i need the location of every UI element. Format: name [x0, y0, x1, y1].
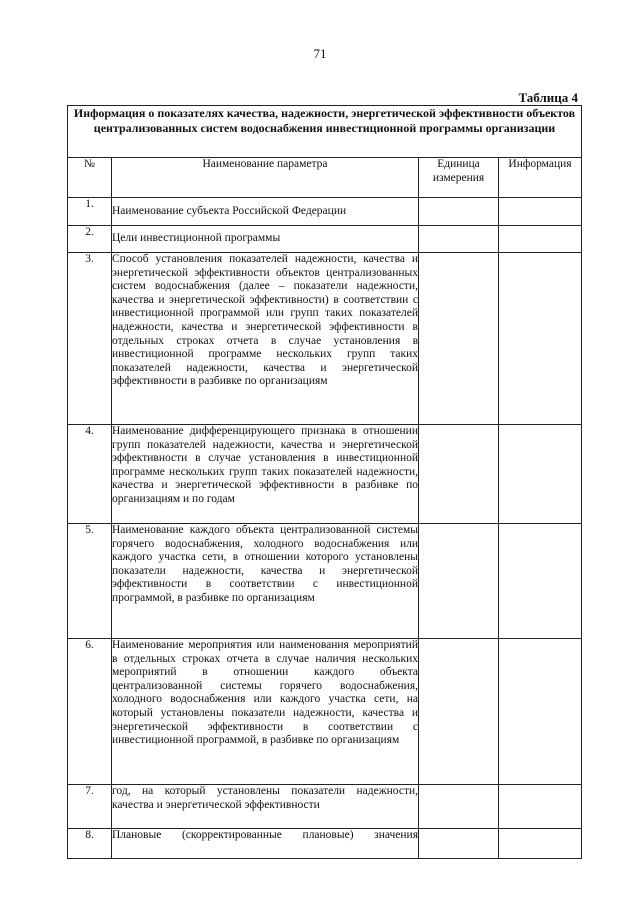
table-row — [68, 226, 582, 253]
row-info-cell — [499, 198, 582, 226]
table-row — [68, 829, 582, 859]
table-row — [68, 425, 582, 524]
row-unit-cell — [419, 198, 499, 226]
row-param: Плановые (скорректированные плановые) значения — [112, 829, 419, 859]
row-info-cell — [499, 253, 582, 425]
row-number: 2. — [68, 226, 112, 253]
row-param: Наименование мероприятия или наименования мероприятий в отдельных строках отчета в случае наличия нескольких мероприятий в отношении каждого объекта централизованной системы горячего водоснабжения, холодного водоснабжения или каждого участка сети, на который установлены показатели надежности, качества и энергетической эффективности в соответствии с инвестиционной программой, в разбивке по организациям — [112, 639, 419, 785]
row-number: 5. — [68, 524, 112, 639]
row-unit-cell — [419, 639, 499, 785]
row-unit-cell — [419, 785, 499, 829]
table-row — [68, 198, 582, 226]
row-info-cell — [499, 639, 582, 785]
row-info-cell — [499, 524, 582, 639]
row-param: Цели инвестиционной программы — [112, 226, 419, 253]
table-label: Таблица 4 — [518, 90, 578, 105]
info-table — [67, 105, 582, 859]
row-unit-cell — [419, 425, 499, 524]
row-unit-cell — [419, 829, 499, 859]
table-row — [68, 253, 582, 425]
row-unit-cell — [419, 524, 499, 639]
row-param: год, на который установлены показатели надежности, качества и энергетической эффективности — [112, 785, 419, 829]
table-row — [68, 639, 582, 785]
table-title: Информация о показателях качества, надежности, энергетической эффективности объектов централизованных систем водоснабжения инвестиционной программы организации — [68, 106, 582, 158]
row-number: 7. — [68, 785, 112, 829]
row-unit-cell — [419, 253, 499, 425]
row-number: 6. — [68, 639, 112, 785]
header-num: № — [68, 158, 112, 198]
table-row — [68, 785, 582, 829]
row-unit-cell — [419, 226, 499, 253]
table-row — [68, 524, 582, 639]
row-param: Наименование субъекта Российской Федерации — [112, 198, 419, 226]
row-info-cell — [499, 226, 582, 253]
header-param: Наименование параметра — [112, 158, 419, 198]
row-param: Наименование каждого объекта централизованной системы горячего водоснабжения, холодного водоснабжения или каждого участка сети, в отношении которого установлены показатели надежности, качества и энергетической эффективности в соответствии с инвестиционной программой, в разбивке по организациям — [112, 524, 419, 639]
row-param: Способ установления показателей надежности, качества и энергетической эффективности объектов централизованных систем водоснабжения (далее – показатели надежности, качества и энергетической эффективности) в соответствии с инвестиционной программой или групп таких показателей надежности, качества и энергетической эффективности в отдельных строках отчета в случае установления в инвестиционной программе нескольких групп таких показателей надежности, качества и энергетической эффективности в разбивке по организациям — [112, 253, 419, 425]
row-number: 4. — [68, 425, 112, 524]
row-param: Наименование дифференцирующего признака в отношении групп показателей надежности, качества и энергетической эффективности в случае установления в инвестиционной программе нескольких групп таких показателей надежности, качества и энергетической эффективности в разбивке по организациям и по годам — [112, 425, 419, 524]
row-number: 8. — [68, 829, 112, 859]
row-number: 1. — [68, 198, 112, 226]
row-info-cell — [499, 829, 582, 859]
page-number: 71 — [313, 46, 327, 61]
row-number: 3. — [68, 253, 112, 425]
header-unit: Единица измерения — [419, 158, 499, 198]
row-info-cell — [499, 785, 582, 829]
row-info-cell — [499, 425, 582, 524]
header-info: Информация — [499, 158, 582, 198]
